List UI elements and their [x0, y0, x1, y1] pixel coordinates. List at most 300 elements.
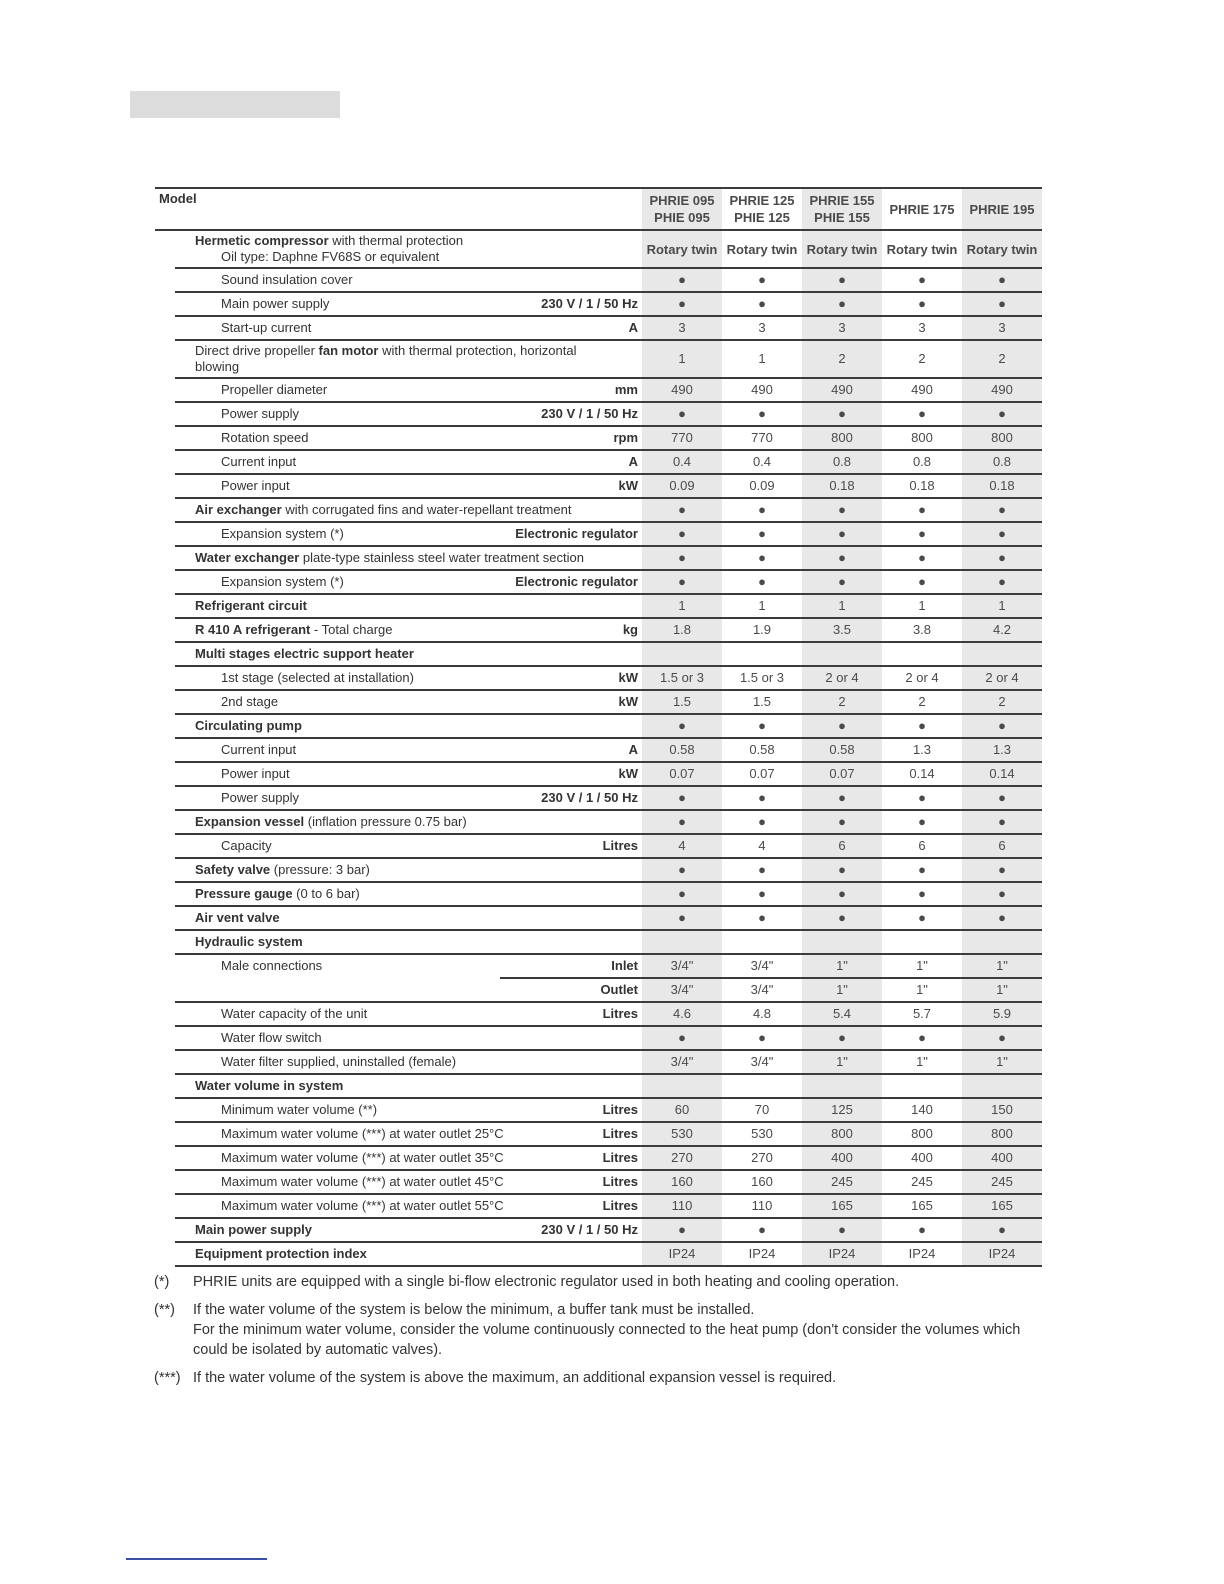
value-cell: Rotary twin [722, 230, 802, 268]
table-row [155, 426, 1042, 450]
label-text: Maximum water volume (***) at water outlet 25°C [221, 1126, 504, 1141]
table-row [155, 402, 1042, 426]
row-label [175, 594, 642, 618]
value-cell: Rotary twin [882, 230, 962, 268]
value-cell: 2 or 4 [962, 666, 1042, 690]
value-cell: 0.07 [722, 762, 802, 786]
value-cell: 2 or 4 [802, 666, 882, 690]
table-row [155, 714, 1042, 738]
value-cell: ● [962, 906, 1042, 930]
value-cell: 4 [642, 834, 722, 858]
row-label [175, 402, 642, 426]
row-label [175, 858, 642, 882]
label-text: Sound insulation cover [221, 272, 353, 287]
table-row [155, 268, 1042, 292]
label-bold: Water exchanger [195, 550, 300, 565]
value-cell: 0.07 [642, 762, 722, 786]
value-cell: 2 or 4 [882, 666, 962, 690]
value-cell: 1.3 [882, 738, 962, 762]
value-cell: ● [802, 714, 882, 738]
value-cell: 110 [722, 1194, 802, 1218]
value-cell: ● [962, 570, 1042, 594]
label-text: Water filter supplied, uninstalled (female) [221, 1054, 457, 1069]
value-cell: 3/4" [642, 1050, 722, 1074]
spec-table [155, 187, 1042, 1267]
row-label [175, 810, 642, 834]
label-bold: Hermetic compressor [195, 233, 329, 248]
value-cell: 0.58 [802, 738, 882, 762]
row-unit: Electronic regulator [515, 574, 638, 589]
value-cell: ● [642, 858, 722, 882]
value-cell: ● [642, 546, 722, 570]
value-cell: ● [722, 498, 802, 522]
value-cell: ● [802, 1026, 882, 1050]
value-cell: ● [642, 714, 722, 738]
label-text: Maximum water volume (***) at water outlet 45°C [221, 1174, 504, 1189]
value-cell: 0.14 [882, 762, 962, 786]
row-label [175, 762, 642, 786]
value-cell: 245 [882, 1170, 962, 1194]
footnote-text: If the water volume of the system is below the minimum, a buffer tank must be installed. [193, 1302, 755, 1318]
value-cell: ● [802, 570, 882, 594]
value-cell: ● [962, 402, 1042, 426]
label-text: with thermal protection [328, 233, 464, 248]
footnote-text: If the water volume of the system is above the maximum, an additional expansion vessel is required. [193, 1370, 837, 1386]
value-cell: IP24 [882, 1242, 962, 1266]
value-cell: 400 [882, 1146, 962, 1170]
value-cell: 245 [962, 1170, 1042, 1194]
value-cell: ● [722, 522, 802, 546]
value-cell: 1" [882, 954, 962, 978]
value-cell: ● [642, 292, 722, 316]
label-bold: Main power supply [195, 1222, 313, 1237]
footnote-mark: (**) [154, 1302, 175, 1318]
value-cell: 400 [962, 1146, 1042, 1170]
value-cell: ● [802, 546, 882, 570]
value-cell: ● [722, 402, 802, 426]
model-header-1 [722, 188, 802, 230]
row-label [175, 618, 642, 642]
row-label [175, 378, 642, 402]
row-label [175, 498, 642, 522]
label-text: Propeller diameter [221, 382, 328, 397]
row-unit: Litres [602, 1198, 638, 1213]
value-cell: 1 [882, 594, 962, 618]
table-row [155, 594, 1042, 618]
value-cell: ● [882, 906, 962, 930]
table-row [155, 1170, 1042, 1194]
label-text: Water capacity of the unit [221, 1006, 368, 1021]
value-cell: ● [642, 1218, 722, 1242]
label-bold: R 410 A refrigerant [195, 622, 311, 637]
value-cell [962, 930, 1042, 954]
value-cell: 5.4 [802, 1002, 882, 1026]
value-cell: 1.5 or 3 [722, 666, 802, 690]
model-name-line1: PHRIE 195 [969, 201, 1035, 217]
row-label [175, 1146, 642, 1170]
label-prefix: Direct drive propeller [195, 343, 319, 358]
table-row [155, 1050, 1042, 1074]
value-cell: ● [802, 906, 882, 930]
row-unit: kW [618, 670, 638, 685]
row-unit: Litres [602, 1174, 638, 1189]
value-cell: 1" [802, 954, 882, 978]
row-unit: A [628, 320, 638, 335]
row-label [175, 1218, 642, 1242]
value-cell: Rotary twin [642, 230, 722, 268]
table-row [155, 738, 1042, 762]
label-text: Maximum water volume (***) at water outlet 35°C [221, 1150, 504, 1165]
row-unit: Litres [602, 838, 638, 853]
value-cell: 1 [802, 594, 882, 618]
value-cell: 490 [722, 378, 802, 402]
value-cell: ● [722, 1218, 802, 1242]
value-cell: 770 [642, 426, 722, 450]
footnote-text: PHRIE units are equipped with a single bi-flow electronic regulator used in both heating and cooling operation. [193, 1274, 900, 1290]
value-cell: 800 [802, 1122, 882, 1146]
value-cell: 160 [722, 1170, 802, 1194]
value-cell [642, 930, 722, 954]
row-unit: Litres [602, 1150, 638, 1165]
row-unit: rpm [613, 430, 638, 445]
label-text: 2nd stage [221, 694, 279, 709]
value-cell: 6 [802, 834, 882, 858]
value-cell: Rotary twin [962, 230, 1042, 268]
value-cell: 1 [642, 594, 722, 618]
bottom-rule [126, 1558, 267, 1560]
value-cell: 490 [802, 378, 882, 402]
table-row [155, 786, 1042, 810]
value-cell: ● [882, 522, 962, 546]
value-cell: 1.5 [722, 690, 802, 714]
label-bold: Refrigerant circuit [195, 598, 307, 613]
row-label [175, 1170, 642, 1194]
row-unit: kW [618, 766, 638, 781]
value-cell: ● [802, 810, 882, 834]
label-text: Power supply [221, 790, 300, 805]
row-unit: 230 V / 1 / 50 Hz [541, 790, 638, 805]
value-cell: 2 [882, 340, 962, 378]
value-cell: 5.7 [882, 1002, 962, 1026]
value-cell: 3/4" [722, 1050, 802, 1074]
table-row [155, 810, 1042, 834]
label-text: with corrugated fins and water-repellant treatment [281, 502, 572, 517]
value-cell: 270 [642, 1146, 722, 1170]
value-cell: ● [722, 810, 802, 834]
label-line2: blowing [195, 359, 240, 374]
row-label [175, 546, 642, 570]
label-text: (0 to 6 bar) [292, 886, 360, 901]
row-label [175, 1050, 642, 1074]
value-cell: ● [722, 714, 802, 738]
value-cell: 1" [802, 1050, 882, 1074]
row-label [175, 1026, 642, 1050]
value-cell: ● [642, 882, 722, 906]
row-label [175, 1074, 642, 1098]
value-cell: 2 [802, 690, 882, 714]
label-text: Expansion system (*) [221, 526, 344, 541]
table-row [155, 642, 1042, 666]
value-cell: 70 [722, 1098, 802, 1122]
row-label [175, 1002, 642, 1026]
row-label [175, 666, 642, 690]
row-label [175, 450, 642, 474]
label-text: Main power supply [221, 296, 330, 311]
value-cell: 800 [962, 1122, 1042, 1146]
value-cell [642, 642, 722, 666]
value-cell: 110 [642, 1194, 722, 1218]
table-row [155, 954, 1042, 978]
row-label [175, 316, 642, 340]
label-bold: Water volume in system [195, 1078, 344, 1093]
label-text: Start-up current [221, 320, 312, 335]
value-cell [882, 930, 962, 954]
table-row [155, 690, 1042, 714]
value-cell: 6 [962, 834, 1042, 858]
row-label [175, 474, 642, 498]
value-cell: 3 [802, 316, 882, 340]
row-unit: 230 V / 1 / 50 Hz [541, 406, 638, 421]
value-cell: 4.8 [722, 1002, 802, 1026]
model-header-0 [642, 188, 722, 230]
value-cell: 1" [882, 978, 962, 1002]
row-unit: Litres [602, 1006, 638, 1021]
value-cell: 1" [962, 978, 1042, 1002]
value-cell: 3 [642, 316, 722, 340]
table-row [155, 906, 1042, 930]
value-cell: 0.18 [962, 474, 1042, 498]
value-cell: ● [802, 522, 882, 546]
footnote-mark: (*) [154, 1274, 170, 1290]
value-cell: ● [802, 858, 882, 882]
row-label [175, 1194, 642, 1218]
section-header-bar [130, 91, 340, 118]
value-cell: ● [882, 498, 962, 522]
table-row [155, 378, 1042, 402]
value-cell: ● [802, 498, 882, 522]
value-cell [802, 1074, 882, 1098]
value-cell: 0.8 [882, 450, 962, 474]
value-cell: ● [722, 906, 802, 930]
table-row [155, 316, 1042, 340]
table-row [155, 1218, 1042, 1242]
row-label [175, 1242, 642, 1266]
row-unit: kg [622, 622, 638, 637]
table-row [155, 230, 1042, 268]
row-label [175, 642, 642, 666]
table-row [155, 1002, 1042, 1026]
label-text: Expansion system (*) [221, 574, 344, 589]
value-cell: 0.4 [642, 450, 722, 474]
label-text: Minimum water volume (**) [221, 1102, 378, 1117]
table-row [155, 834, 1042, 858]
table-row [155, 546, 1042, 570]
value-cell: 245 [802, 1170, 882, 1194]
value-cell: 2 [962, 690, 1042, 714]
value-cell: 1" [962, 1050, 1042, 1074]
value-cell: ● [722, 858, 802, 882]
value-cell: 0.18 [802, 474, 882, 498]
value-cell: 4.2 [962, 618, 1042, 642]
value-cell: ● [642, 906, 722, 930]
value-cell: 1.9 [722, 618, 802, 642]
row-label [175, 340, 642, 378]
value-cell [642, 1074, 722, 1098]
value-cell: 3 [722, 316, 802, 340]
value-cell: 2 [802, 340, 882, 378]
value-cell: IP24 [802, 1242, 882, 1266]
row-unit: 230 V / 1 / 50 Hz [541, 1222, 638, 1237]
row-label [175, 786, 642, 810]
value-cell: 270 [722, 1146, 802, 1170]
table-header-row [155, 188, 1042, 230]
label-bold: Multi stages electric support heater [195, 646, 414, 661]
model-name-line1: PHRIE 095 [649, 193, 715, 208]
row-label [175, 1098, 642, 1122]
value-cell: ● [802, 882, 882, 906]
value-cell: 1" [962, 954, 1042, 978]
value-cell: ● [962, 498, 1042, 522]
value-cell: 0.8 [962, 450, 1042, 474]
value-cell: ● [962, 268, 1042, 292]
value-cell: ● [802, 786, 882, 810]
row-label [175, 882, 642, 906]
row-unit: Electronic regulator [515, 526, 638, 541]
value-cell: ● [642, 570, 722, 594]
value-cell: 60 [642, 1098, 722, 1122]
value-cell: ● [962, 522, 1042, 546]
label-text: Rotation speed [221, 430, 309, 445]
row-label [175, 714, 642, 738]
model-label: Model [155, 188, 642, 230]
value-cell: 4.6 [642, 1002, 722, 1026]
value-cell: 1" [802, 978, 882, 1002]
value-cell: 800 [802, 426, 882, 450]
value-cell: ● [802, 1218, 882, 1242]
table-row [155, 1242, 1042, 1266]
label-bold: Expansion vessel [195, 814, 305, 829]
value-cell: ● [962, 1218, 1042, 1242]
value-cell [722, 930, 802, 954]
row-label [175, 570, 642, 594]
table-row [155, 474, 1042, 498]
value-cell: 490 [642, 378, 722, 402]
table-row [155, 340, 1042, 378]
footnote-text: For the minimum water volume, consider the volume continuously connected to the heat pump (don't consider the volumes which could be isolated by automatic valves). [193, 1322, 1021, 1358]
value-cell: ● [722, 882, 802, 906]
row-label [175, 834, 642, 858]
label-bold: Safety valve [195, 862, 271, 877]
value-cell [802, 930, 882, 954]
table-row [155, 930, 1042, 954]
value-cell: ● [882, 292, 962, 316]
table-row [155, 882, 1042, 906]
value-cell: ● [962, 858, 1042, 882]
model-name-line2: PHIE 095 [654, 210, 710, 225]
value-cell: ● [882, 268, 962, 292]
value-cell: 3/4" [722, 978, 802, 1002]
label-bold: Hydraulic system [195, 934, 303, 949]
value-cell: 400 [802, 1146, 882, 1170]
value-cell: ● [642, 268, 722, 292]
value-cell: ● [642, 402, 722, 426]
table-row [155, 762, 1042, 786]
value-cell: ● [882, 1218, 962, 1242]
value-cell: ● [802, 402, 882, 426]
row-unit: Litres [602, 1126, 638, 1141]
label-bold: Air exchanger [195, 502, 282, 517]
row-unit: mm [614, 382, 638, 397]
row-unit: kW [618, 478, 638, 493]
table-row [155, 498, 1042, 522]
value-cell: ● [962, 1026, 1042, 1050]
value-cell: 150 [962, 1098, 1042, 1122]
label-text: with thermal protection, horizontal [378, 343, 577, 358]
value-cell: 0.07 [802, 762, 882, 786]
footnotes [154, 1272, 1054, 1396]
row-unit: Inlet [500, 954, 642, 978]
value-cell: 1 [962, 594, 1042, 618]
value-cell: ● [722, 546, 802, 570]
label-bold: Equipment protection index [195, 1246, 367, 1261]
label-text: plate-type stainless steel water treatment section [299, 550, 584, 565]
value-cell: ● [802, 268, 882, 292]
value-cell: 1.5 or 3 [642, 666, 722, 690]
value-cell: 3.5 [802, 618, 882, 642]
row-label: Male connections [175, 954, 500, 1002]
value-cell: 1.3 [962, 738, 1042, 762]
model-header-4 [962, 188, 1042, 230]
value-cell: 3 [962, 316, 1042, 340]
value-cell: 3/4" [642, 978, 722, 1002]
row-label [175, 906, 642, 930]
table-row [155, 1146, 1042, 1170]
row-label [175, 426, 642, 450]
value-cell: 800 [962, 426, 1042, 450]
value-cell: 1" [882, 1050, 962, 1074]
value-cell: 1 [642, 340, 722, 378]
row-label [175, 1122, 642, 1146]
value-cell: 0.18 [882, 474, 962, 498]
label-bold: fan motor [318, 343, 379, 358]
value-cell [962, 1074, 1042, 1098]
value-cell: ● [882, 786, 962, 810]
value-cell: ● [962, 786, 1042, 810]
value-cell: 125 [802, 1098, 882, 1122]
label-text: Power input [221, 766, 290, 781]
value-cell: 3.8 [882, 618, 962, 642]
label-bold: Air vent valve [195, 910, 280, 925]
value-cell: IP24 [642, 1242, 722, 1266]
label-bold: Pressure gauge [195, 886, 293, 901]
table-row [155, 450, 1042, 474]
value-cell: 6 [882, 834, 962, 858]
value-cell: 2 [882, 690, 962, 714]
table-row [155, 666, 1042, 690]
value-cell: 0.58 [642, 738, 722, 762]
row-unit: 230 V / 1 / 50 Hz [541, 296, 638, 311]
label-text: Current input [221, 742, 297, 757]
value-cell: 1 [722, 594, 802, 618]
model-header-3 [882, 188, 962, 230]
value-cell: IP24 [962, 1242, 1042, 1266]
model-name-line1: PHRIE 125 [729, 193, 795, 208]
value-cell: ● [882, 570, 962, 594]
value-cell: ● [802, 292, 882, 316]
row-label [175, 268, 642, 292]
model-name-line2: PHIE 155 [814, 210, 870, 225]
label-text: (pressure: 3 bar) [270, 862, 370, 877]
